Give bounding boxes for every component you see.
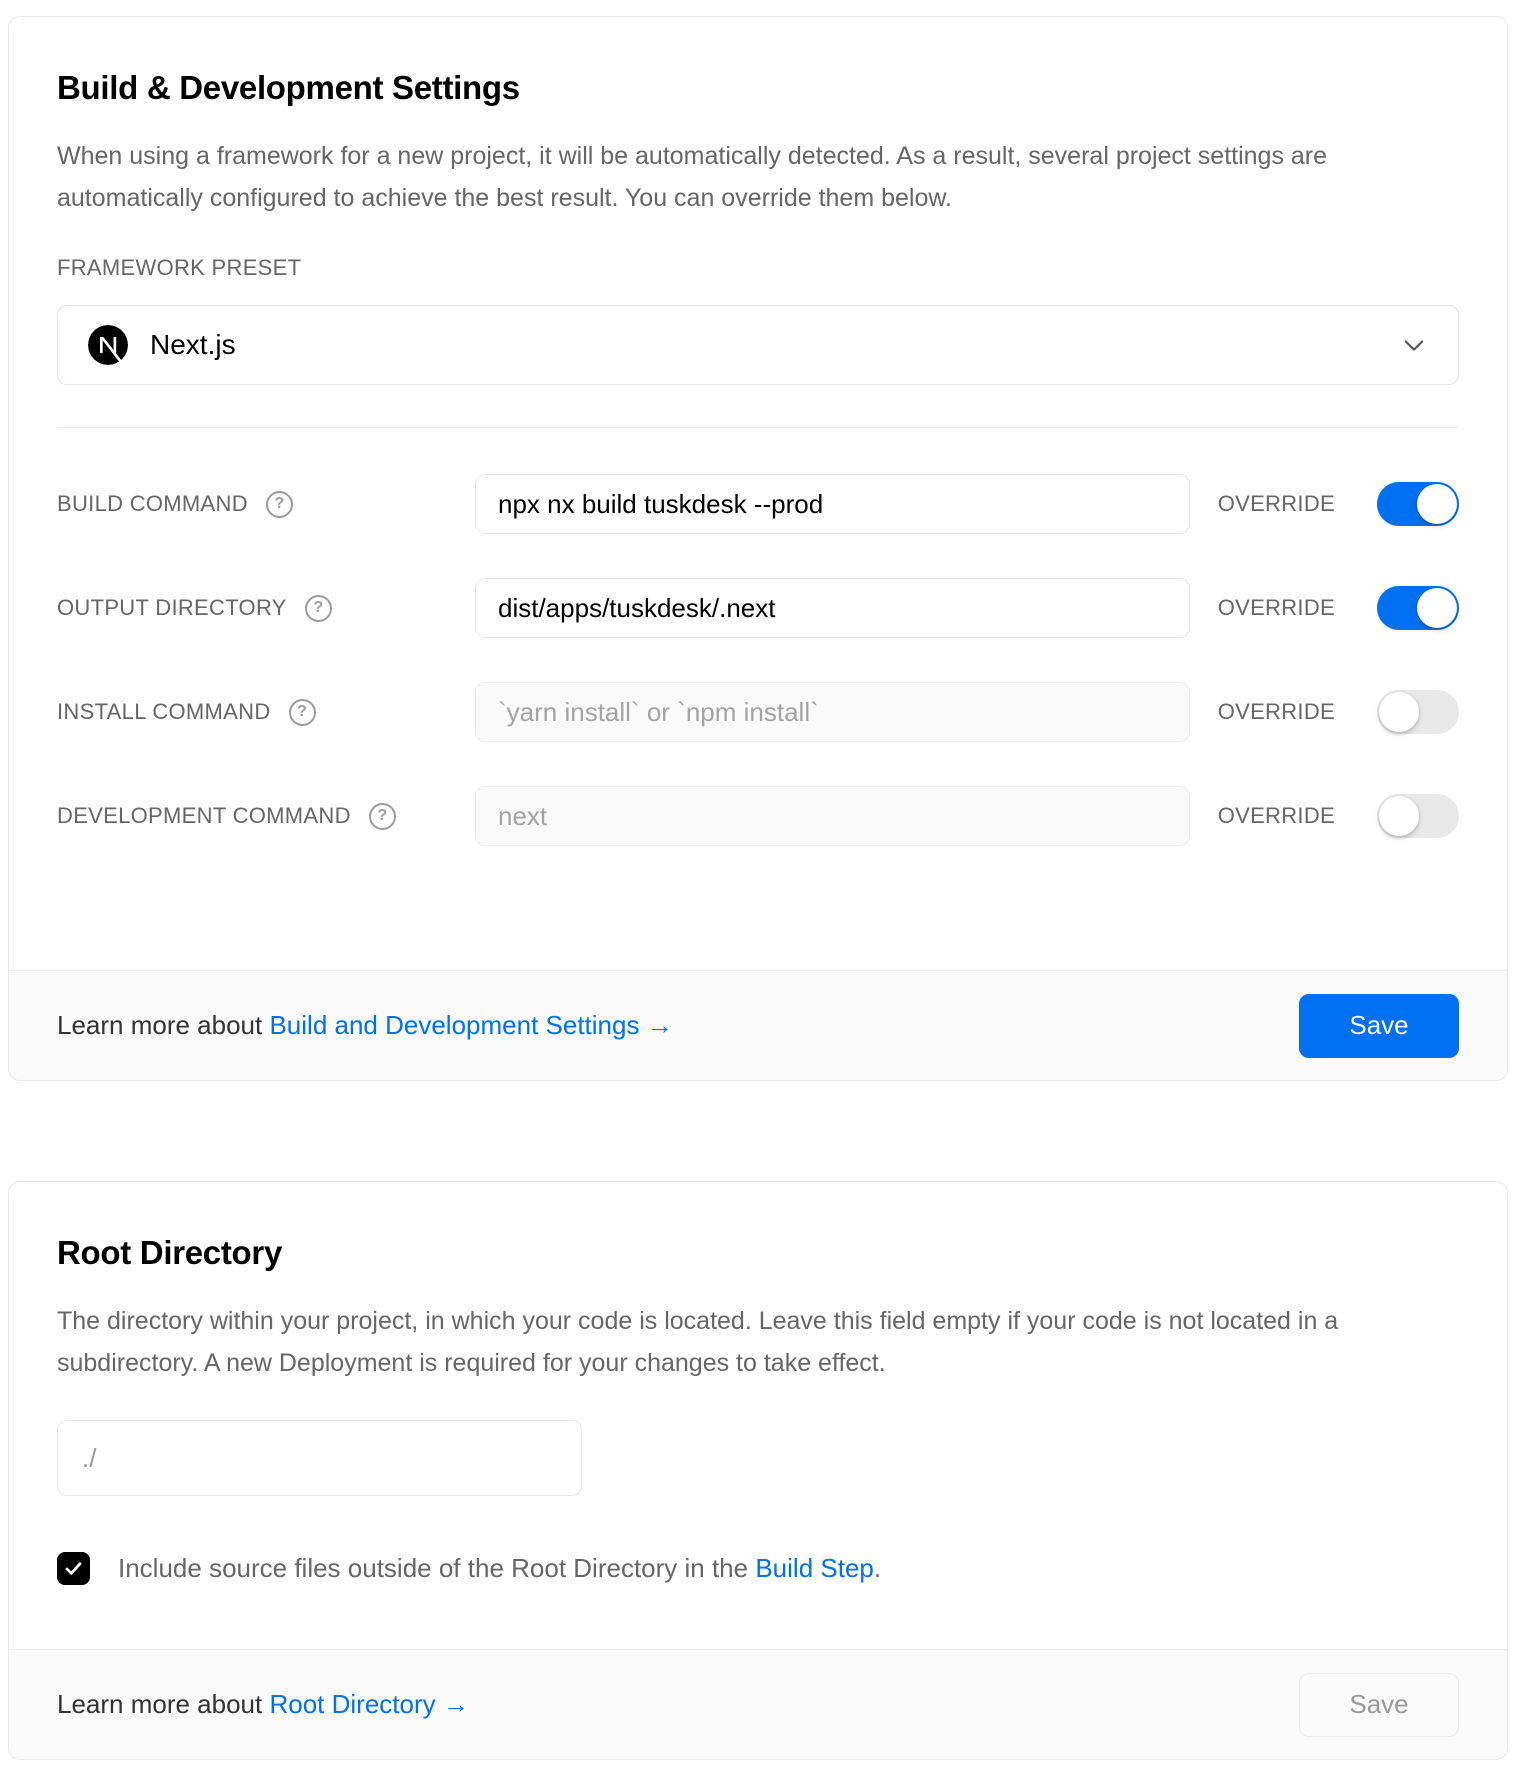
chevron-down-icon: [1400, 331, 1428, 359]
install-command-label: INSTALL COMMAND: [57, 699, 271, 724]
override-label: OVERRIDE: [1217, 699, 1335, 724]
root-directory-docs-link[interactable]: Root Directory →: [269, 1689, 469, 1719]
install-command-row: [57, 682, 1459, 742]
build-settings-card: [8, 16, 1508, 1081]
build-learn-more-text: [57, 1010, 673, 1041]
output-directory-label: OUTPUT DIRECTORY: [57, 595, 287, 620]
build-command-label: BUILD COMMAND: [57, 491, 248, 516]
help-icon[interactable]: ?: [305, 595, 332, 622]
build-save-button[interactable]: Save: [1299, 994, 1459, 1058]
install-command-override-toggle[interactable]: [1377, 690, 1459, 734]
root-card-title: Root Directory: [57, 1234, 282, 1271]
framework-preset-label: FRAMEWORK PRESET: [57, 255, 302, 280]
development-command-input[interactable]: [475, 786, 1190, 846]
build-card-footer: [9, 970, 1507, 1080]
framework-preset-select[interactable]: [57, 305, 1459, 385]
development-command-override-toggle[interactable]: [1377, 794, 1459, 838]
root-learn-more-text: [57, 1689, 469, 1720]
root-card-footer: [9, 1649, 1507, 1759]
root-save-button[interactable]: Save: [1299, 1673, 1459, 1737]
root-card-description: The directory within your project, in which your code is located. Leave this field empty if your code is not located in a subdirectory. A new Deployment is required for your changes to take effect.: [57, 1307, 1339, 1377]
include-source-files-row: [57, 1552, 1459, 1585]
output-directory-override-toggle[interactable]: [1377, 586, 1459, 630]
toggle-knob: [1417, 588, 1457, 628]
arrow-right-icon: →: [646, 1010, 673, 1040]
toggle-knob: [1379, 796, 1419, 836]
output-directory-input[interactable]: [475, 578, 1190, 638]
help-icon[interactable]: ?: [369, 803, 396, 830]
include-source-files-label: Include source files outside of the Root Directory in the Build Step.: [118, 1553, 882, 1583]
root-directory-card: [8, 1181, 1508, 1760]
override-label: OVERRIDE: [1217, 491, 1335, 516]
arrow-right-icon: →: [442, 1689, 469, 1719]
build-settings-docs-link[interactable]: Build and Development Settings →: [269, 1010, 673, 1040]
build-command-row: [57, 474, 1459, 534]
learn-more-prefix: Learn more about: [57, 1010, 270, 1040]
development-command-label: DEVELOPMENT COMMAND: [57, 803, 351, 828]
development-command-row: [57, 786, 1459, 846]
learn-more-prefix: Learn more about: [57, 1689, 270, 1719]
help-icon[interactable]: ?: [266, 491, 293, 518]
toggle-knob: [1379, 692, 1419, 732]
nextjs-logo-icon: [88, 325, 128, 365]
framework-preset-value: Next.js: [150, 329, 236, 360]
override-label: OVERRIDE: [1217, 595, 1335, 620]
checkmark-icon: [63, 1558, 84, 1579]
install-command-input[interactable]: [475, 682, 1190, 742]
toggle-knob: [1417, 484, 1457, 524]
help-icon[interactable]: ?: [289, 699, 316, 726]
build-card-description: When using a framework for a new project, it will be automatically detected. As a result, several project settings are automatically configured to achieve the best result. You can override them below.: [57, 142, 1328, 212]
output-directory-row: [57, 578, 1459, 638]
build-command-input[interactable]: [475, 474, 1190, 534]
build-command-override-toggle[interactable]: [1377, 482, 1459, 526]
root-directory-input[interactable]: [57, 1420, 582, 1496]
build-card-title: Build & Development Settings: [57, 69, 520, 106]
override-label: OVERRIDE: [1217, 803, 1335, 828]
build-step-link[interactable]: Build Step: [755, 1553, 874, 1583]
include-source-files-checkbox[interactable]: [57, 1552, 90, 1585]
